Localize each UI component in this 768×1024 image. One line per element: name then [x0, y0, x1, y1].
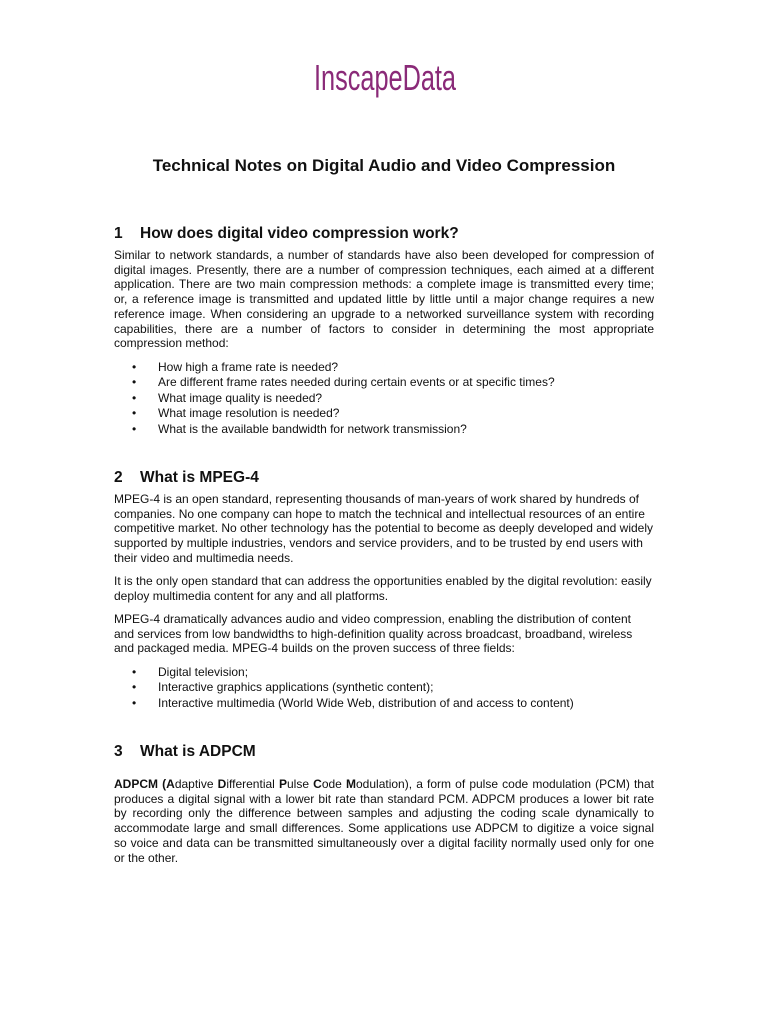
section-1-heading: [114, 225, 654, 243]
section-2-number: 2: [114, 469, 123, 486]
document-title: Technical Notes on Digital Audio and Video Compression: [152, 156, 616, 175]
section-2-paragraph-3: MPEG-4 dramatically advances audio and video compression, enabling the distribution of content and services from low bandwidths to high-definition quality across broadcast, broadband, wireless and packaged media. MPEG-4 builds on the proven success of three fields:: [114, 612, 633, 656]
list-item: • Are different frame rates needed during certain events or at specific times?: [132, 375, 555, 390]
section-2-heading: [114, 469, 654, 487]
section-3-number: 3: [114, 743, 123, 760]
list-item: • How high a frame rate is needed?: [132, 360, 339, 374]
section-3-title: What is ADPCM: [140, 743, 256, 760]
section-2-paragraph-1: MPEG-4 is an open standard, representing thousands of man-years of work shared by hundreds of companies. No one company can hope to match the technical and intellectual resources of an entire competitive market. No other technology has the potential to become as deeply developed and widely supported by multiple industries, vendors and service providers, and to be trusted by end users with their video and multimedia needs.: [114, 492, 653, 565]
list-item: • Digital television;: [132, 665, 249, 679]
section-1-title: How does digital video compression work?: [140, 225, 459, 242]
list-item: • Interactive multimedia (World Wide Web, distribution of and access to content): [132, 695, 574, 710]
section-2-bullet-list: [114, 665, 654, 711]
section-3-heading: [114, 743, 654, 761]
list-item: • What image resolution is needed?: [132, 406, 340, 421]
section-3-paragraph: ADPCM (Adaptive Differential Pulse Code Modulation), a form of pulse code modulation (PCM) that produces a digital signal with a lower bit rate than standard PCM. ADPCM produces a lower bit rate by recording only the difference between samples and adjusting the coding scale dynamically to accommodate large and small differences. Some applications use ADPCM to digitize a voice signal so voice and data can be transmitted simultaneously over a digital facility normally used only for one or the other.: [114, 777, 654, 865]
inscapedata-logo: [310, 46, 460, 108]
section-1-number: 1: [114, 225, 123, 242]
list-item: • Interactive graphics applications (synthetic content);: [132, 680, 434, 695]
list-item: • What image quality is needed?: [132, 390, 323, 405]
adpcm-term: ADPCM: [114, 777, 158, 791]
section-1-bullet-list: [114, 360, 654, 437]
section-2-paragraph-2: It is the only open standard that can address the opportunities enabled by the digital revolution: easily deploy multimedia content for any and all platforms.: [114, 574, 652, 603]
list-item: • What is the available bandwidth for network transmission?: [132, 421, 467, 436]
section-1-paragraph: Similar to network standards, a number of standards have also been developed for compression of digital images. Presently, there are a number of compression techniques, each aimed at a different application. There are two main compression methods: a complete image is transmitted every time; or, a reference image is transmitted and updated little by little until a major change requires a new reference image. When considering an upgrade to a networked surveillance system with recording capabilities, there are a number of factors to consider in determining the most appropriate compression method:: [114, 248, 654, 351]
section-2-title: What is MPEG-4: [140, 469, 259, 486]
logo-text: InscapeData: [314, 57, 457, 98]
